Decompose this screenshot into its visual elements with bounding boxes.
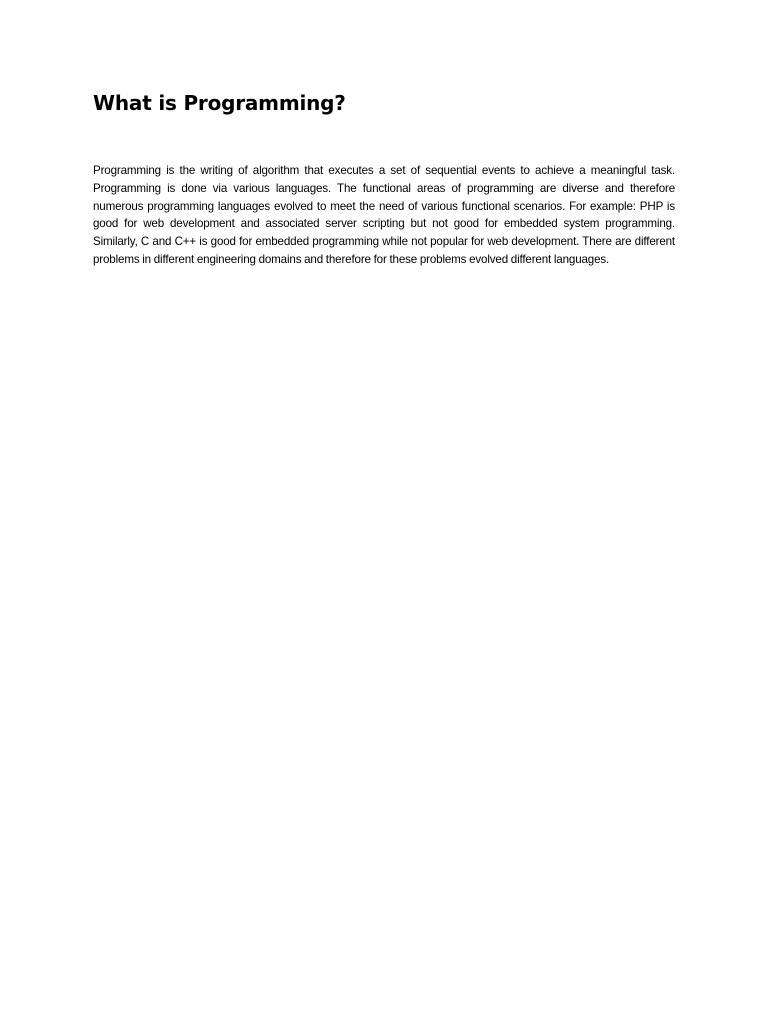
document-content: [93, 88, 675, 269]
page-title: What is Programming?: [93, 91, 346, 115]
body-paragraph: Programming is the writing of algorithm that executes a set of sequential events to achieve a meaningful task. Programming is done via various languages. The functional areas of programming are diverse and therefore numerous programming languages evolved to meet the need of various functional scenarios. For example: PHP is good for web development and associated server scripting but not good for embedded system programming. Similarly, C and C++ is good for embedded programming while not popular for web development. There are different problems in different engineering domains and therefore for these problems evolved different languages.: [93, 164, 675, 266]
